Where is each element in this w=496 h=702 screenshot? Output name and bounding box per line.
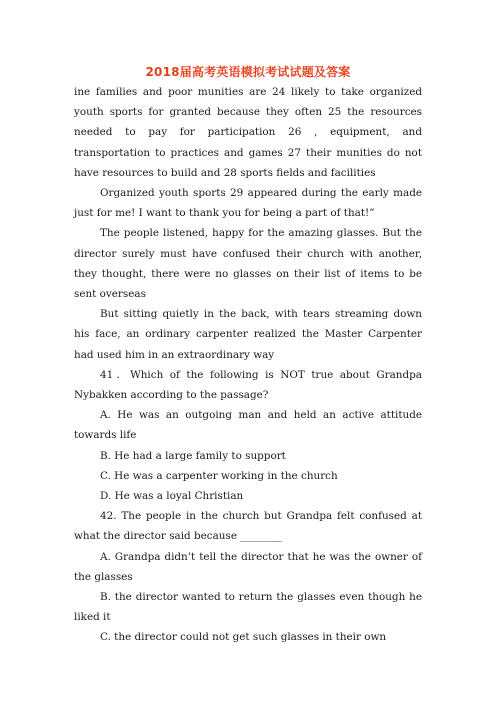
question-41-option-c: C. He was a carpenter working in the church [100,469,338,482]
document-title: 2018届高考英语模拟考试试题及答案 [145,65,351,79]
question-42: 42. The people in the church but Grandpa felt confused at what the director said because ________ [74,510,422,543]
question-42-option-b: B. the director wanted to return the glasses even though he liked it [74,591,422,624]
question-41-option-a: A. He was an outgoing man and held an active attitude towards life [74,409,422,442]
paragraph-passage-1: ine families and poor munities are 24 likely to take organized youth sports for granted because they often 25 the resources needed to pay for participation 26 , equipment, and transportation to practices and games 27 their munities do not have resources to build and 28 sports fields and facilities [74,86,422,179]
question-41-option-d: D. He was a loyal Christian [100,490,244,503]
paragraph-passage-3: The people listened, happy for the amazing glasses. But the director surely must have confused their church with another, they thought, there were no glasses on their list of items to be sent overseas [74,227,422,301]
paragraph-passage-4: But sitting quietly in the back, with tears streaming down his face, an ordinary carpenter realized the Master Carpenter had used him in an extraordinary way [74,308,422,361]
document-body [74,82,422,648]
question-42-option-c: C. the director could not get such glasses in their own [100,631,387,644]
paragraph-passage-2: Organized youth sports 29 appeared during the early made just for me! I want to thank you for being a part of that!” [74,187,422,220]
question-41: 41．Which of the following is NOT true about Grandpa Nybakken according to the passage? [74,368,422,402]
question-41-option-b: B. He had a large family to support [100,449,286,462]
question-42-option-a: A. Grandpa didn’t tell the director that he was the owner of the glasses [74,550,422,583]
